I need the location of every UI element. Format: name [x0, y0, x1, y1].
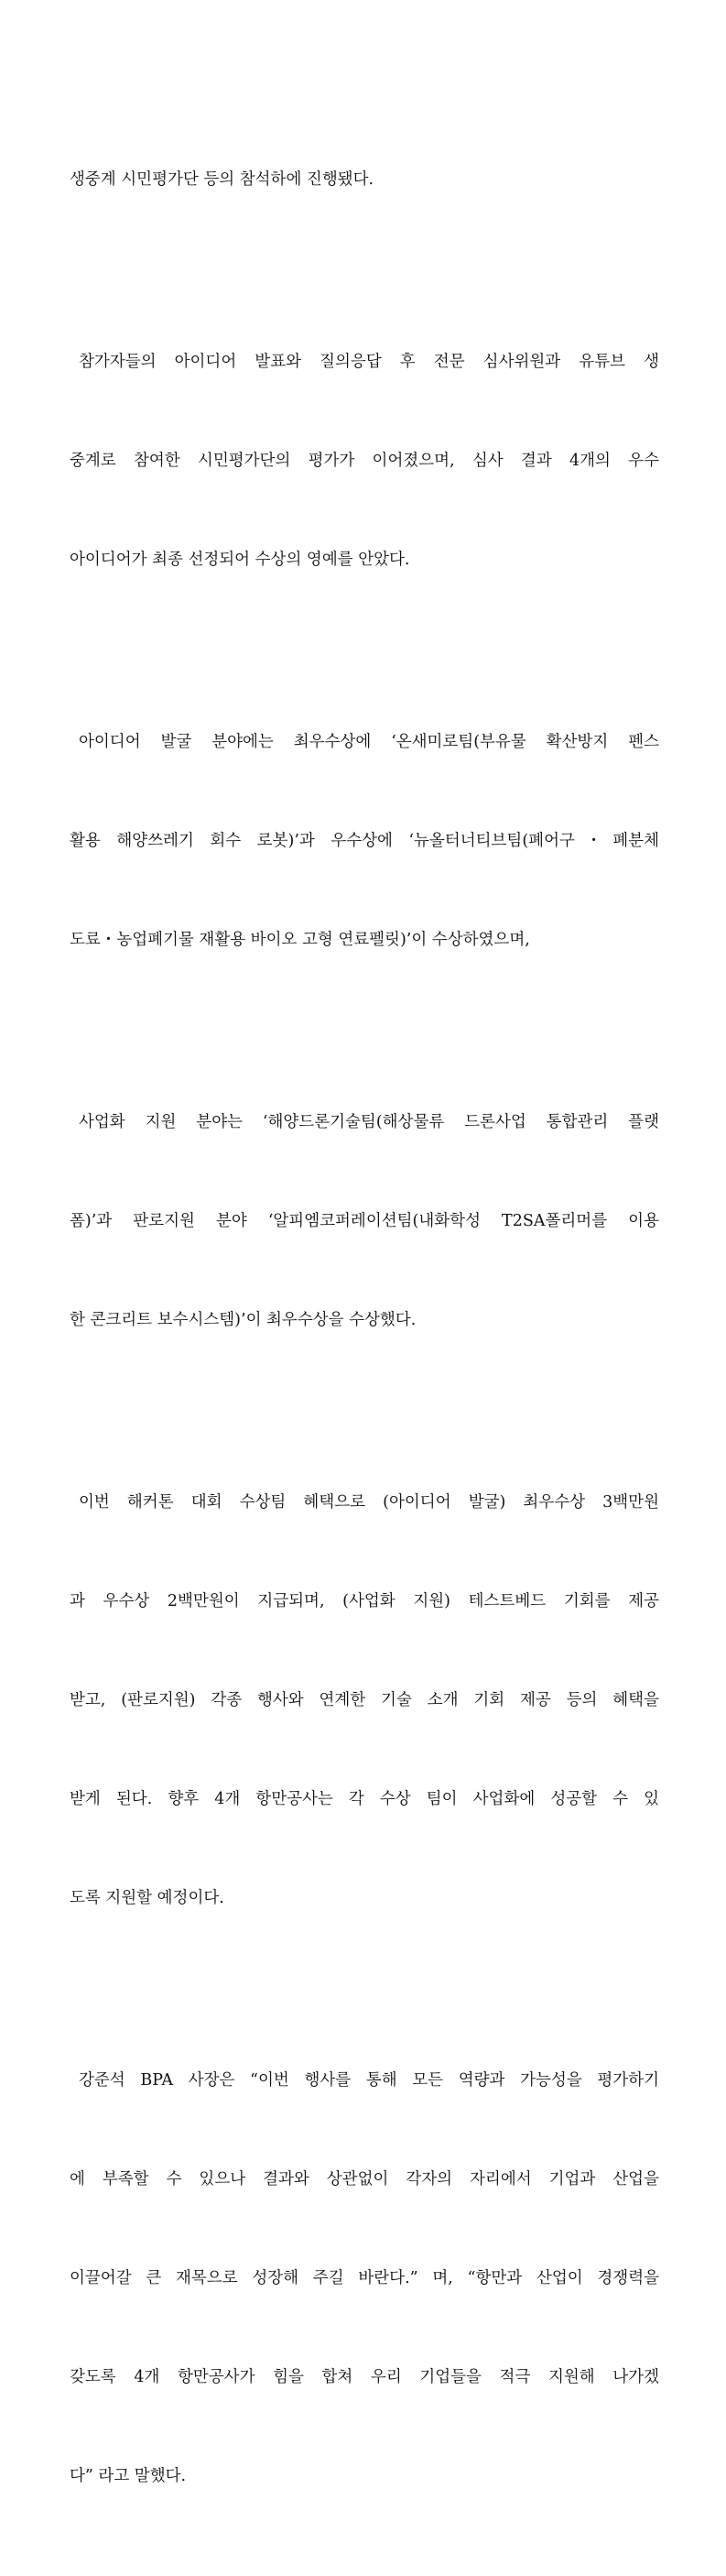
text-line: 이번 해커톤 대회 수상팀 혜택으로 (아이디어 발굴) 최우수상 3백만원	[79, 1493, 659, 1512]
text-line: 폼)’과 판로지원 분야 ‘알피엠코퍼레이션팀(내화학성 T2SA폴리머를 이용	[70, 1212, 659, 1230]
text-line: 중계로 참여한 시민평가단의 평가가 이어졌으며, 심사 결과 4개의 우수	[70, 452, 659, 470]
text-line: 생중계 시민평가단 등의 참석하에 진행됐다.	[70, 170, 374, 189]
text-line: 갖도록 4개 항만공사가 힘을 합쳐 우리 기업들을 적극 지원해 나가겠	[70, 2368, 659, 2386]
text-line: 활용 해양쓰레기 회수 로봇)’과 우수상에 ‘뉴올터너티브팀(폐어구・폐분체	[70, 832, 659, 850]
text-line: 이끌어갈 큰 재목으로 성장해 주길 바란다.” 며, “항만과 산업이 경쟁력을	[70, 2269, 659, 2287]
paragraph	[70, 1040, 659, 1403]
text-line: 도록 지원할 예정이다.	[70, 1889, 224, 1907]
text-line: 참가자들의 아이디어 발표와 질의응답 후 전문 심사위원과 유튜브 생	[79, 353, 659, 371]
text-line: 에 부족할 수 있으나 결과와 상관없이 각자의 자리에서 기업과 산업을	[70, 2170, 659, 2189]
text-line: 아이디어 발굴 분야에는 최우수상에 ‘온새미로팀(부유물 확산방지 펜스	[79, 733, 659, 751]
text-line: 강준석 BPA 사장은 “이번 행사를 통해 모든 역량과 가능성을 평가하기	[79, 2071, 659, 2090]
document-body	[70, 97, 659, 2576]
paragraph	[70, 279, 659, 642]
text-line: 과 우수상 2백만원이 지급되며, (사업화 지원) 테스트베드 기회를 제공	[70, 1592, 659, 1610]
paragraph	[70, 1998, 659, 2559]
paragraph	[70, 1420, 659, 1981]
text-line: 받고, (판로지원) 각종 행사와 연계한 기술 소개 기회 제공 등의 혜택을	[70, 1691, 659, 1709]
text-line: 도료・농업폐기물 재활용 바이오 고형 연료펠릿)’이 수상하였으며,	[70, 931, 530, 949]
paragraph	[70, 97, 659, 262]
text-line: 다” 라고 말했다.	[70, 2467, 187, 2485]
text-line: 아이디어가 최종 선정되어 수상의 영예를 안았다.	[70, 551, 410, 569]
text-line: 받게 된다. 향후 4개 항만공사는 각 수상 팀이 사업화에 성공할 수 있	[70, 1790, 659, 1808]
text-line: 사업화 지원 분야는 ‘해양드론기술팀(해상물류 드론사업 통합관리 플랫	[79, 1113, 659, 1131]
paragraph	[70, 660, 659, 1022]
text-line: 한 콘크리트 보수시스템)’이 최우수상을 수상했다.	[70, 1311, 417, 1329]
